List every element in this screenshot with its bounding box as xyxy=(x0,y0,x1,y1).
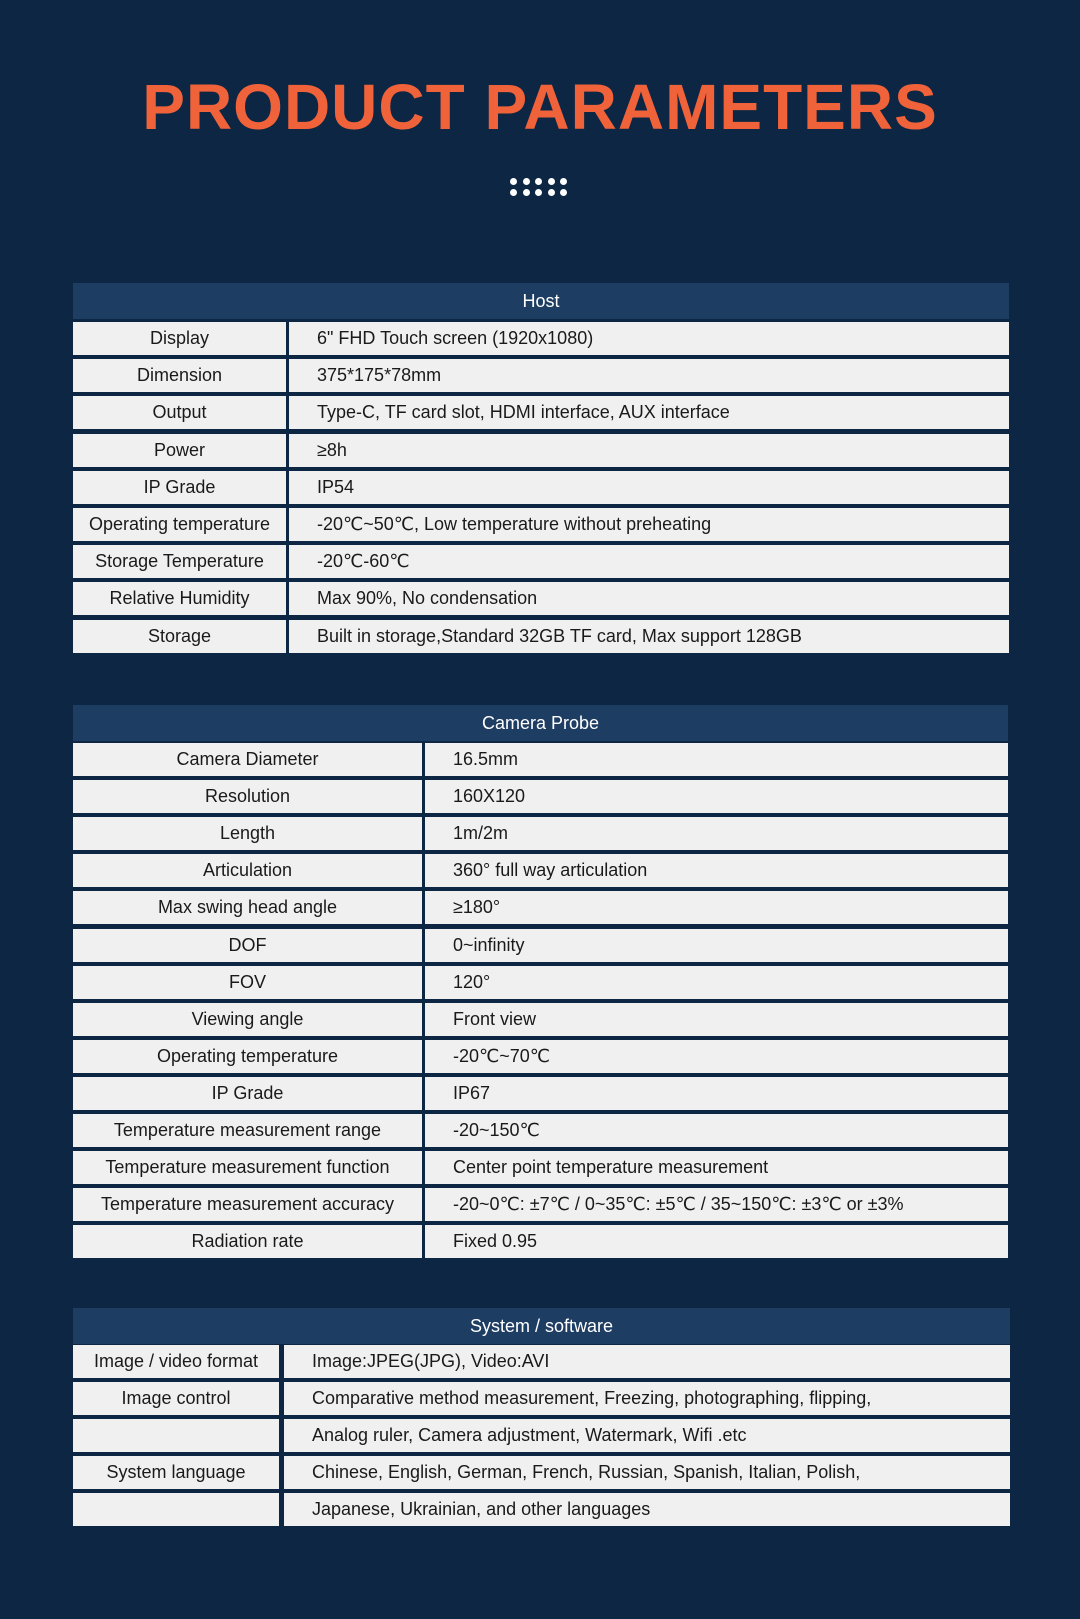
table-row xyxy=(73,508,1009,541)
dot-icon xyxy=(523,178,530,185)
parameter-value: 375*175*78mm xyxy=(289,359,1009,392)
parameter-value: -20~150℃ xyxy=(425,1114,1008,1147)
table-row xyxy=(73,854,1008,887)
parameter-value: Max 90%, No condensation xyxy=(289,582,1009,615)
parameter-label: Relative Humidity xyxy=(73,582,286,615)
table-row xyxy=(73,545,1009,578)
parameter-label: Temperature measurement function xyxy=(73,1151,422,1184)
table-row xyxy=(73,1188,1008,1221)
table-row xyxy=(73,434,1009,467)
table-row xyxy=(73,359,1009,392)
page-title: PRODUCT PARAMETERS xyxy=(142,71,938,143)
dot-icon xyxy=(510,178,517,185)
parameter-label: Temperature measurement accuracy xyxy=(73,1188,422,1221)
parameter-value: IP67 xyxy=(425,1077,1008,1110)
dot-icon xyxy=(535,178,542,185)
parameter-value: 6" FHD Touch screen (1920x1080) xyxy=(289,322,1009,355)
table-row xyxy=(73,1151,1008,1184)
table-row xyxy=(73,1077,1008,1110)
table-row xyxy=(73,929,1008,962)
parameter-label: System language xyxy=(73,1456,279,1489)
table-row xyxy=(73,1040,1008,1073)
parameter-value: Type-C, TF card slot, HDMI interface, AUX interface xyxy=(289,396,1009,429)
parameter-value: ≥8h xyxy=(289,434,1009,467)
dot-icon xyxy=(548,178,555,185)
parameter-label xyxy=(73,1419,279,1452)
parameter-label: IP Grade xyxy=(73,471,286,504)
parameter-label xyxy=(73,1493,279,1526)
table-row xyxy=(73,1225,1008,1258)
parameter-label: Storage Temperature xyxy=(73,545,286,578)
parameter-label: Operating temperature xyxy=(73,1040,422,1073)
table-row xyxy=(73,620,1009,653)
parameter-label: Power xyxy=(73,434,286,467)
parameter-label: Resolution xyxy=(73,780,422,813)
table-row xyxy=(73,817,1008,850)
dot-icon xyxy=(560,189,567,196)
section-header: Camera Probe xyxy=(73,705,1008,741)
parameter-value: 160X120 xyxy=(425,780,1008,813)
table-row xyxy=(73,780,1008,813)
table-row xyxy=(73,743,1008,776)
parameter-label: Dimension xyxy=(73,359,286,392)
parameter-value: Front view xyxy=(425,1003,1008,1036)
parameter-label: Temperature measurement range xyxy=(73,1114,422,1147)
table-row xyxy=(73,1419,1010,1452)
parameter-label: FOV xyxy=(73,966,422,999)
table-row xyxy=(73,1456,1010,1489)
parameter-value: -20℃-60℃ xyxy=(289,545,1009,578)
table-row xyxy=(73,1345,1010,1378)
table-row xyxy=(73,966,1008,999)
parameter-value: -20℃~70℃ xyxy=(425,1040,1008,1073)
parameter-value: Analog ruler, Camera adjustment, Watermark, Wifi .etc xyxy=(284,1419,1010,1452)
parameter-label: Length xyxy=(73,817,422,850)
parameter-value: Built in storage,Standard 32GB TF card, Max support 128GB xyxy=(289,620,1009,653)
parameter-value: 360° full way articulation xyxy=(425,854,1008,887)
dot-icon xyxy=(535,189,542,196)
dot-icon xyxy=(523,189,530,196)
table-row xyxy=(73,1003,1008,1036)
parameter-value: Comparative method measurement, Freezing, photographing, flipping, xyxy=(284,1382,1010,1415)
dot-icon xyxy=(560,178,567,185)
parameter-value: 1m/2m xyxy=(425,817,1008,850)
parameter-label: Articulation xyxy=(73,854,422,887)
table-row xyxy=(73,1382,1010,1415)
table-row xyxy=(73,582,1009,615)
parameter-label: DOF xyxy=(73,929,422,962)
parameter-label: Radiation rate xyxy=(73,1225,422,1258)
table-row xyxy=(73,471,1009,504)
parameter-value: Fixed 0.95 xyxy=(425,1225,1008,1258)
parameter-label: Operating temperature xyxy=(73,508,286,541)
parameter-label: Image / video format xyxy=(73,1345,279,1378)
dot-icon xyxy=(548,189,555,196)
decorative-dots xyxy=(510,178,570,200)
parameter-value: Center point temperature measurement xyxy=(425,1151,1008,1184)
table-row xyxy=(73,891,1008,924)
table-row xyxy=(73,1493,1010,1526)
parameter-label: Image control xyxy=(73,1382,279,1415)
table-row xyxy=(73,1114,1008,1147)
parameter-value: Image:JPEG(JPG), Video:AVI xyxy=(284,1345,1010,1378)
parameter-label: Output xyxy=(73,396,286,429)
parameter-label: Viewing angle xyxy=(73,1003,422,1036)
parameter-label: Camera Diameter xyxy=(73,743,422,776)
parameter-value: 16.5mm xyxy=(425,743,1008,776)
dot-icon xyxy=(510,189,517,196)
parameter-value: ≥180° xyxy=(425,891,1008,924)
parameter-label: IP Grade xyxy=(73,1077,422,1110)
parameter-value: -20℃~50℃, Low temperature without preheating xyxy=(289,508,1009,541)
parameter-label: Display xyxy=(73,322,286,355)
parameter-value: Japanese, Ukrainian, and other languages xyxy=(284,1493,1010,1526)
table-row xyxy=(73,396,1009,429)
parameter-value: 0~infinity xyxy=(425,929,1008,962)
parameter-value: Chinese, English, German, French, Russian, Spanish, Italian, Polish, xyxy=(284,1456,1010,1489)
parameter-label: Storage xyxy=(73,620,286,653)
parameter-value: IP54 xyxy=(289,471,1009,504)
parameter-label: Max swing head angle xyxy=(73,891,422,924)
section-header: System / software xyxy=(73,1308,1010,1344)
table-row xyxy=(73,322,1009,355)
parameter-value: -20~0℃: ±7℃ / 0~35℃: ±5℃ / 35~150℃: ±3℃ or ±3% xyxy=(425,1188,1008,1221)
parameter-value: 120° xyxy=(425,966,1008,999)
section-header: Host xyxy=(73,283,1009,319)
